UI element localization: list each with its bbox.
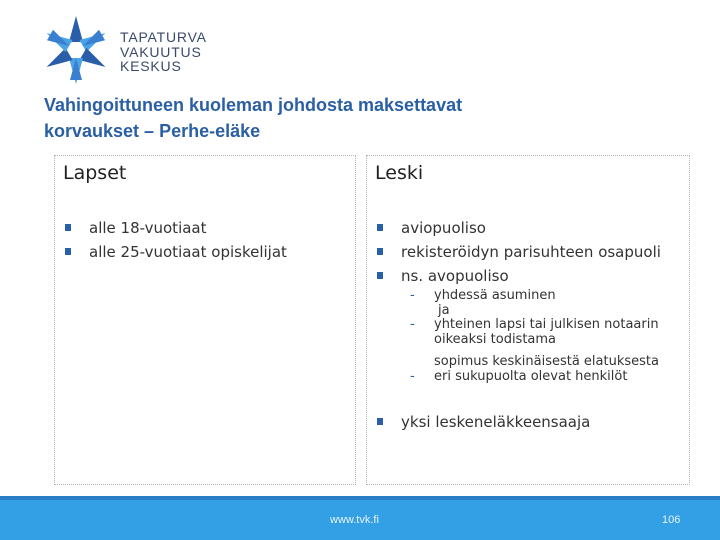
logo-text: [120, 30, 207, 74]
list-item: aviopuoliso: [375, 216, 661, 240]
list-item: alle 18-vuotiaat: [63, 216, 287, 240]
widow-heading: Leski: [375, 162, 424, 184]
dash-icon: -: [410, 288, 415, 303]
title-line-1: Vahingoittuneen kuoleman johdosta maksettavat: [44, 95, 463, 115]
logo-line-3: KESKUS: [120, 58, 182, 74]
slide-title: [44, 92, 644, 144]
footer-url: www.tvk.fi: [330, 514, 379, 526]
logo-line-1: TAPATURVA: [120, 29, 207, 45]
dash-icon: -: [410, 317, 415, 332]
sub-list-item: - yhteinen lapsi tai julkisen notaarin oikeaksi todistama sopimus keskinäisestä elatuksesta: [410, 317, 659, 369]
logo-line-2: VAKUUTUS: [120, 43, 202, 60]
list-item: rekisteröidyn parisuhteen osapuoli: [375, 240, 661, 264]
sub-list-item: - eri sukupuolta olevat henkilöt: [410, 368, 628, 384]
tvk-logo-icon: [40, 14, 112, 86]
children-panel: [54, 155, 356, 485]
widow-list: [375, 216, 661, 288]
dash-icon: -: [410, 368, 415, 384]
sub-list-item: - yhdessä asuminen ja: [410, 288, 556, 318]
list-item: yksi leskeneläkkeensaaja: [375, 410, 590, 434]
widow-list-last: [375, 410, 590, 434]
children-list: [63, 216, 287, 264]
title-line-2: korvaukset – Perhe-eläke: [44, 121, 261, 141]
list-item: ns. avopuoliso: [375, 264, 661, 288]
cohabitation-sublist: [405, 289, 659, 384]
widow-panel: [366, 155, 690, 485]
page-number: 106: [662, 514, 681, 526]
list-item: alle 25-vuotiaat opiskelijat: [63, 240, 287, 264]
children-heading: Lapset: [63, 162, 127, 184]
